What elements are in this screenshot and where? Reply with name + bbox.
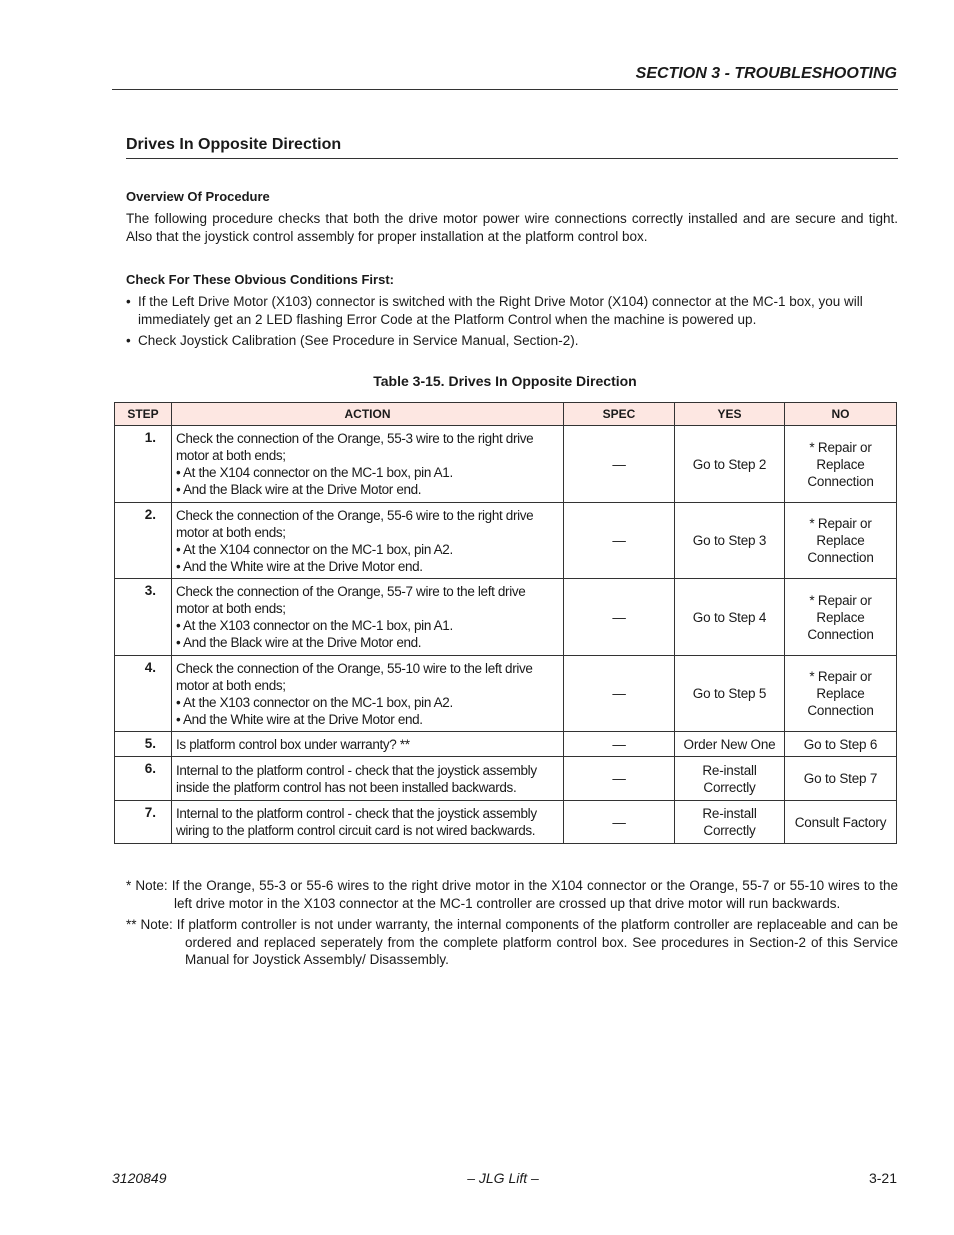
yes-cell: Order New One [675,732,785,757]
spec-cell: — [564,801,675,844]
table-row [115,426,897,503]
action-text: Internal to the platform control - check that the joystick assembly wiring to the platform control circuit card is not wired backwards. [176,806,537,838]
step-number: 5. [115,732,172,757]
yes-cell: Go to Step 5 [675,656,785,732]
condition-item: • Check Joystick Calibration (See Procedure in Service Manual, Section-2). [126,332,898,350]
procedure-table [114,402,897,844]
action-cell [172,426,564,503]
spec-cell: — [564,656,675,732]
action-bullet: • At the X103 connector on the MC-1 box, pin A1. [176,618,453,633]
table-caption: Table 3-15. Drives In Opposite Direction [373,373,637,389]
notes [126,877,898,973]
action-bullet: • At the X104 connector on the MC-1 box, pin A2. [176,541,453,557]
action-cell [172,579,564,656]
footer-doc-number: 3120849 [112,1170,167,1186]
action-cell [172,757,564,801]
header-action: ACTION [172,403,564,426]
header-divider [112,89,898,90]
action-text: Check the connection of the Orange, 55-10 wire to the left drive motor at both ends; [176,660,533,693]
condition-item: • If the Left Drive Motor (X103) connector is switched with the Right Drive Motor (X104) connector at the MC-1 box, you will immediately get an 2 LED flashing Error Code at the Platform Control when the machine is powered up. [126,293,898,328]
action-bullet: • And the White wire at the Drive Motor end. [176,711,423,727]
table-row [115,732,897,757]
spec-cell: — [564,426,675,503]
action-text: Check the connection of the Orange, 55-3 wire to the right drive motor at both ends; [176,431,534,463]
section-title: SECTION 3 - TROUBLESHOOTING [635,65,897,82]
action-bullet: • And the Black wire at the Drive Motor end. [176,482,422,497]
conditions-list [126,293,898,354]
table-row [115,757,897,801]
step-number: 1. [115,426,172,503]
action-text: Check the connection of the Orange, 55-7 wire to the left drive motor at both ends; [176,584,526,616]
table-header-row [115,403,897,426]
action-cell [172,656,564,732]
yes-cell: Go to Step 2 [675,426,785,503]
note-single-asterisk: * Note: If the Orange, 55-3 or 55-6 wires to the right drive motor in the X104 connector or the Orange, 55-7 or 55-10 wires to the left drive motor in the X103 connector at the MC-1 controller are crossed up that drive motor will run backwards. [126,878,898,911]
step-number: 3. [115,579,172,656]
action-cell [172,503,564,579]
action-cell [172,732,564,757]
action-text: Is platform control box under warranty? ** [176,736,410,752]
action-bullet: • At the X103 connector on the MC-1 box, pin A2. [176,694,453,710]
no-cell: Go to Step 7 [785,757,897,801]
spec-cell: — [564,579,675,656]
table-row [115,656,897,732]
header-step: STEP [115,403,172,426]
step-number: 6. [115,757,172,801]
header-yes: YES [675,403,785,426]
table-row [115,503,897,579]
heading-divider [126,158,898,159]
yes-cell: Re-install Correctly [675,801,785,844]
no-cell: Consult Factory [785,801,897,844]
no-cell: * Repair or Replace Connection [785,656,897,732]
note-double-asterisk: ** Note: If platform controller is not under warranty, the internal components of the platform controller are replaceable and can be ordered and replaced seperately from the complete platform control box. See procedures in Section-2 of this Service Manual for Joystick Assembly/ Disassembly. [126,917,898,967]
footer-brand: – JLG Lift – [467,1170,539,1186]
action-text: Check the connection of the Orange, 55-6 wire to the right drive motor at both ends; [176,507,534,540]
step-number: 2. [115,503,172,579]
page-heading: Drives In Opposite Direction [126,136,342,153]
spec-cell: — [564,503,675,579]
spec-cell: — [564,732,675,757]
header-spec: SPEC [564,403,675,426]
table-row [115,579,897,656]
spec-cell: — [564,757,675,801]
no-cell: * Repair or Replace Connection [785,426,897,503]
yes-cell: Go to Step 3 [675,503,785,579]
step-number: 7. [115,801,172,844]
yes-cell: Re-install Correctly [675,757,785,801]
action-bullet: • At the X104 connector on the MC-1 box, pin A1. [176,465,453,480]
step-number: 4. [115,656,172,732]
action-cell [172,801,564,844]
table-row [115,801,897,844]
no-cell: * Repair or Replace Connection [785,579,897,656]
overview-text: The following procedure checks that both the drive motor power wire connections correctly installed and are secure and tight. Also that the joystick control assembly for proper installation at the platform control box. [126,211,898,244]
action-text: Internal to the platform control - check that the joystick assembly inside the platform control has not been installed backwards. [176,762,537,795]
header-no: NO [785,403,897,426]
action-bullet: • And the Black wire at the Drive Motor end. [176,635,422,650]
footer-page-number: 3-21 [868,1170,897,1186]
conditions-title: Check For These Obvious Conditions First: [126,272,394,287]
no-cell: * Repair or Replace Connection [785,503,897,579]
no-cell: Go to Step 6 [785,732,897,757]
yes-cell: Go to Step 4 [675,579,785,656]
overview-title: Overview Of Procedure [126,189,270,204]
action-bullet: • And the White wire at the Drive Motor end. [176,558,423,574]
